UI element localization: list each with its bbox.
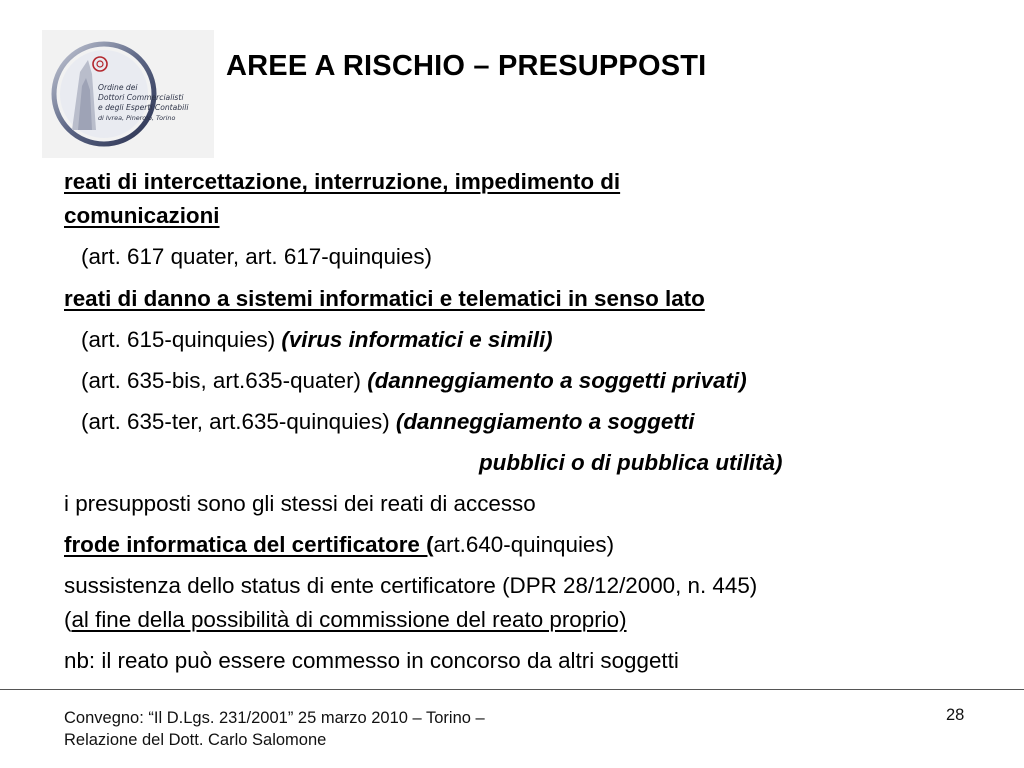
body-line: nb: il reato può essere commesso in concorso da altri soggetti [64, 648, 679, 673]
heading-text: frode informatica del certificatore ( [64, 532, 434, 557]
heading-text: reati di danno a sistemi informatici e telematici in senso lato [64, 286, 705, 311]
logo-text-line: e degli Esperti Contabili [98, 103, 189, 112]
logo-text-line: di Ivrea, Pinerolo, Torino [98, 114, 176, 122]
underlined-text: al fine della possibilità di commissione del reato proprio) [71, 607, 627, 632]
body-line [64, 168, 620, 195]
body-line: i presupposti sono gli stessi dei reati di accesso [64, 491, 536, 516]
article-ref: (art. 635-bis, art.635-quater) [81, 368, 368, 393]
body-line [64, 367, 747, 394]
note-text: (virus informatici e simili) [281, 327, 553, 352]
body-line: sussistenza dello status di ente certificatore (DPR 28/12/2000, n. 445) [64, 573, 758, 598]
body-line [479, 449, 783, 476]
article-ref: (art. 635-ter, art.635-quinquies) [81, 409, 396, 434]
body-line [64, 606, 627, 633]
note-text: (danneggiamento a soggetti [395, 409, 695, 434]
footer-line: Convegno: “Il D.Lgs. 231/2001” 25 marzo 2010 – Torino – [64, 709, 485, 727]
footer-divider [0, 689, 1024, 690]
body-line [64, 326, 553, 353]
paren-text: ( [64, 607, 72, 632]
note-text: pubblici o di pubblica utilità) [479, 450, 783, 475]
slide-title: AREE A RISCHIO – PRESUPPOSTI [226, 50, 707, 82]
note-text: (danneggiamento a soggetti privati) [367, 368, 747, 393]
heading-text: reati di intercettazione, interruzione, impedimento di [64, 169, 621, 194]
body-line [64, 408, 694, 435]
body-line [64, 285, 705, 312]
logo-text-line: Ordine dei [98, 83, 138, 92]
page-number: 28 [946, 706, 965, 724]
heading-text: comunicazioni [64, 203, 220, 228]
organization-logo [42, 30, 214, 158]
logo-text-line: Dottori Commercialisti [98, 93, 184, 102]
body-line: (art. 617 quater, art. 617-quinquies) [81, 244, 433, 269]
footer-line: Relazione del Dott. Carlo Salomone [64, 731, 327, 749]
body-line [64, 202, 220, 229]
footer [64, 707, 485, 751]
article-ref: art.640-quinquies) [433, 532, 615, 557]
article-ref: (art. 615-quinquies) [81, 327, 282, 352]
body-line [64, 531, 614, 558]
